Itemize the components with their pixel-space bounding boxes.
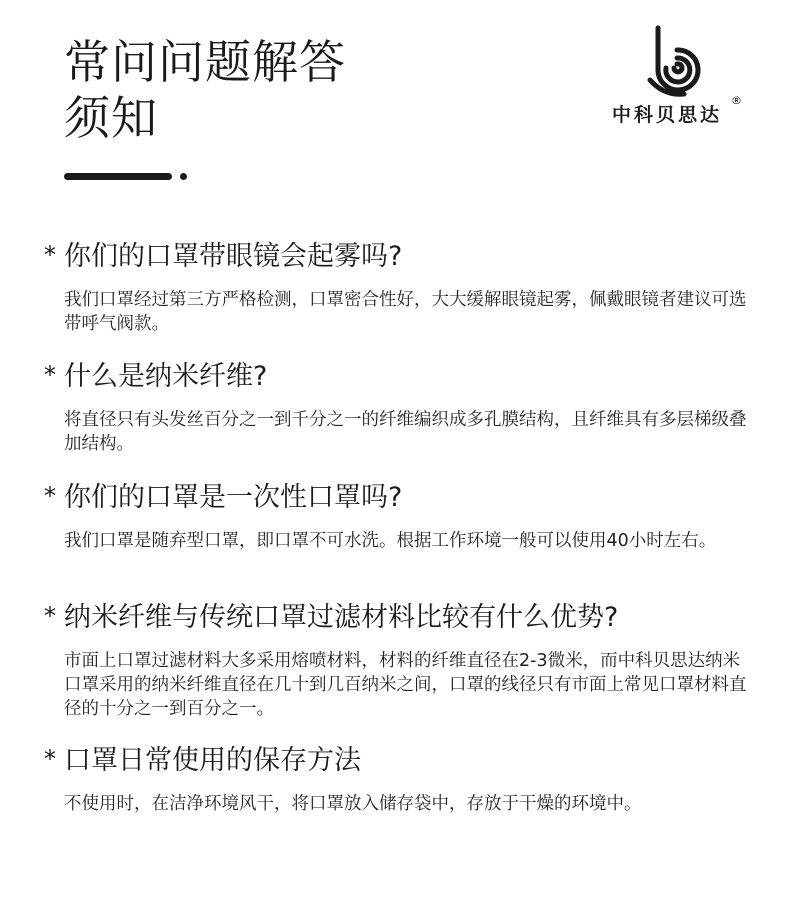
faq-question: [44, 481, 754, 515]
faq-answer: 我们口罩是随弃型口罩，即口罩不可水洗。根据工作环境一般可以使用40小时左右。: [64, 531, 717, 551]
faq-answer: 市面上口罩过滤材料大多采用熔喷材料，材料的纤维直径在2-3微米，而中科贝思达纳米口罩采用的纳米纤维直径在几十到几百纳米之间，口罩的线径只有市面上常见口罩材料直径的十分之一到百分之一。: [64, 651, 747, 719]
faq-answer: 不使用时，在洁净环境风干，将口罩放入储存袋中，存放于干燥的环境中。: [64, 794, 642, 814]
page-title: [64, 34, 346, 146]
faq-question-text: 你们的口罩带眼镜会起雾吗?: [64, 241, 403, 272]
faq-question: [44, 360, 754, 394]
asterisk-marker: *: [44, 745, 56, 773]
faq-answer: 将直径只有头发丝百分之一到千分之一的纤维编织成多孔膜结构，且纤维具有多层梯级叠加结构。: [64, 410, 747, 454]
title-underline-dot: [180, 173, 187, 180]
faq-answer: 我们口罩经过第三方严格检测，口罩密合性好，大大缓解眼镜起雾，佩戴眼镜者建议可选带呼气阀款。: [64, 290, 747, 334]
asterisk-marker: *: [44, 602, 56, 630]
page-title-line-1: 常问问题解答: [64, 35, 346, 89]
zhongke-beisida-logo-icon: [644, 24, 710, 98]
faq-item: [44, 481, 754, 553]
faq-item: [44, 744, 754, 816]
faq-question-text: 什么是纳米纤维?: [64, 361, 268, 392]
page-title-line-2: 须知: [64, 91, 158, 145]
faq-item: [44, 360, 754, 456]
brand-logo: [610, 24, 750, 134]
faq-question-text: 你们的口罩是一次性口罩吗?: [64, 482, 403, 513]
faq-question: [44, 744, 754, 778]
faq-question: [44, 601, 754, 635]
faq-question-text: 口罩日常使用的保存方法: [64, 745, 361, 776]
asterisk-marker: *: [44, 241, 56, 269]
faq-item: [44, 601, 754, 721]
asterisk-marker: *: [44, 361, 56, 389]
registered-mark: ®: [731, 94, 742, 107]
title-underline-bar: [64, 173, 172, 180]
faq-item: [44, 240, 754, 336]
brand-name: 中科贝思达: [612, 104, 723, 126]
faq-question: [44, 240, 754, 274]
asterisk-marker: *: [44, 482, 56, 510]
faq-question-text: 纳米纤维与传统口罩过滤材料比较有什么优势?: [64, 602, 619, 633]
